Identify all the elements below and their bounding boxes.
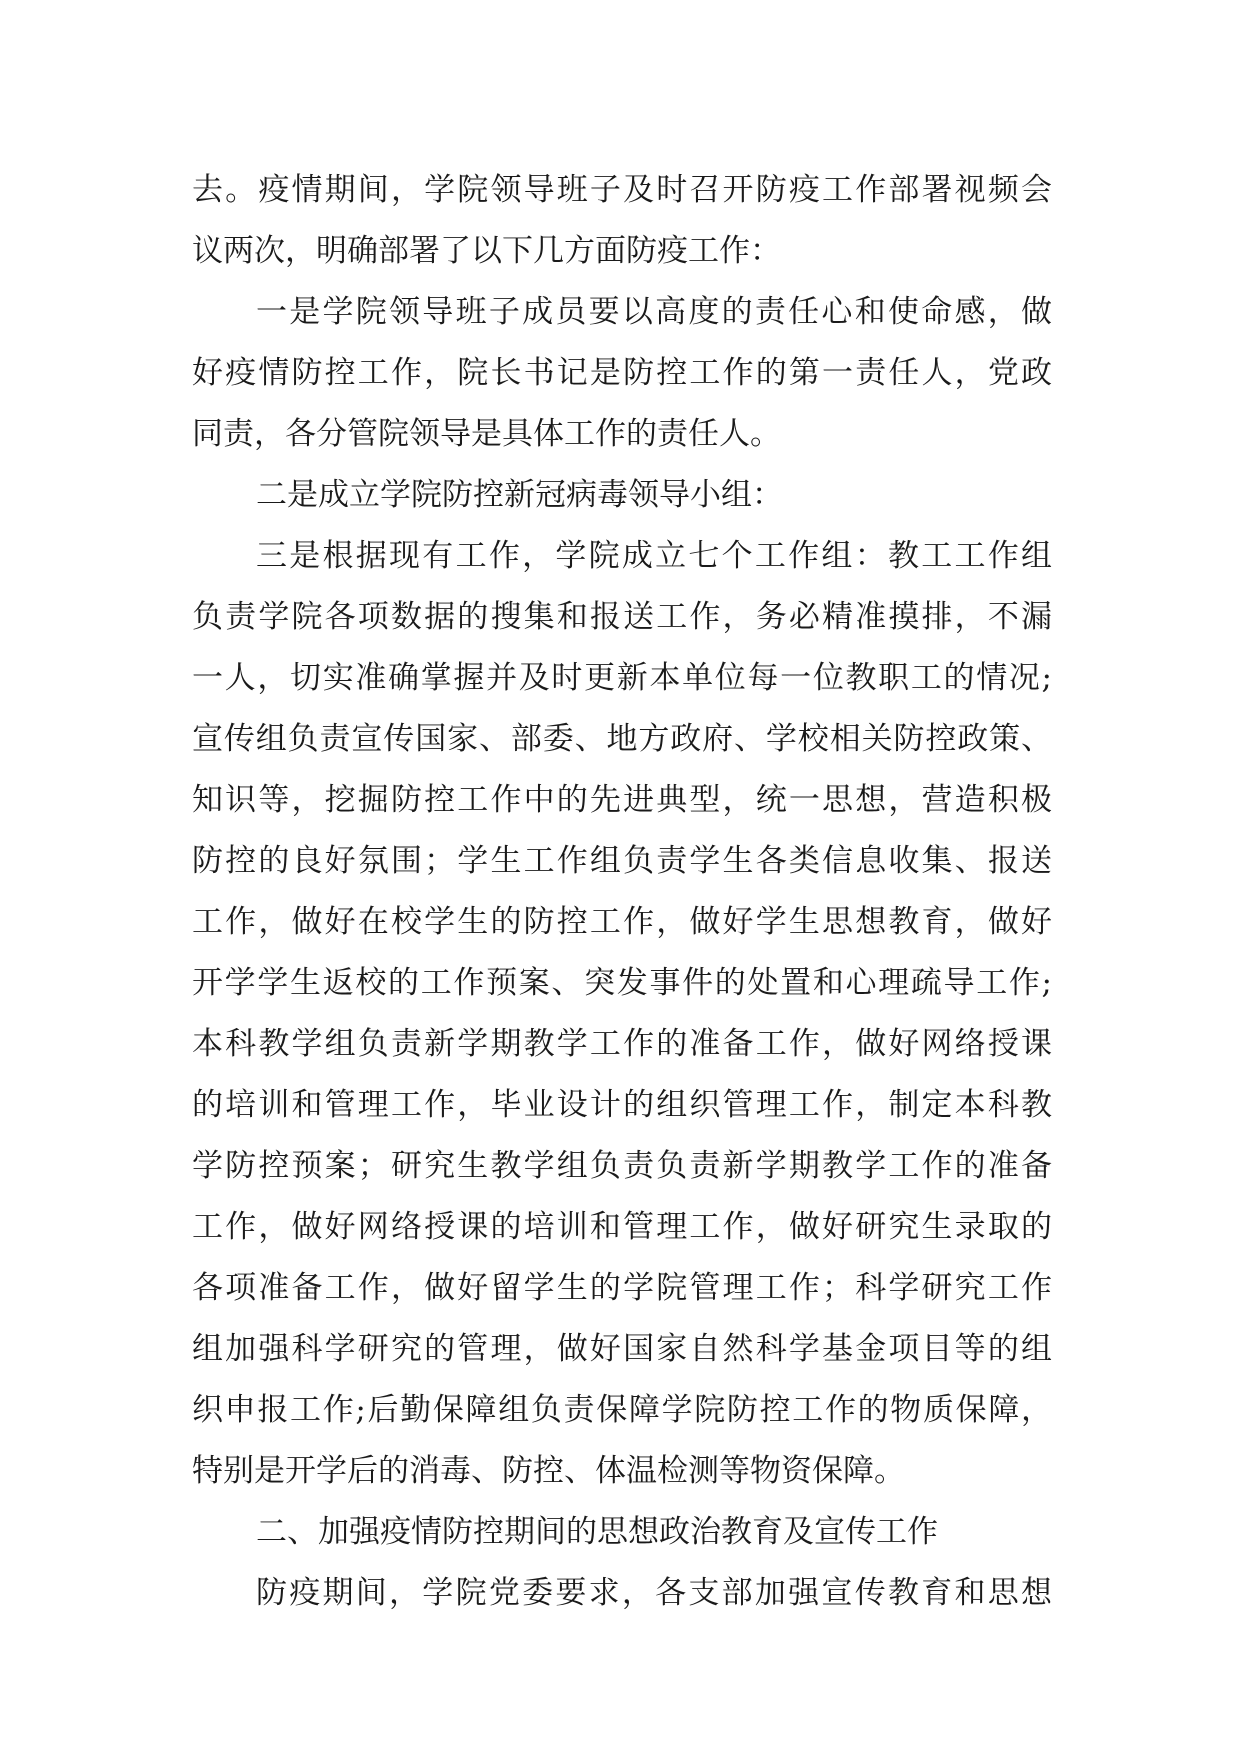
text-line: 防疫期间，学院党委要求，各支部加强宣传教育和思想 bbox=[256, 1575, 1052, 1611]
text-line: 负责学院各项数据的搜集和报送工作，务必精准摸排，不漏 bbox=[192, 599, 1052, 635]
text-line: 开学学生返校的工作预案、突发事件的处置和心理疏导工作; bbox=[192, 965, 1052, 1001]
text-line: 一人，切实准确掌握并及时更新本单位每一位教职工的情况; bbox=[192, 660, 1052, 696]
text-line: 防控的良好氛围；学生工作组负责学生各类信息收集、报送 bbox=[192, 843, 1052, 879]
body-text bbox=[192, 160, 1052, 1624]
text-line: 组加强科学研究的管理，做好国家自然科学基金项目等的组 bbox=[192, 1331, 1052, 1367]
text-line: 议两次，明确部署了以下几方面防疫工作： bbox=[192, 233, 781, 269]
text-line: 二、加强疫情防控期间的思想政治教育及宣传工作 bbox=[256, 1514, 938, 1550]
text-line: 去。疫情期间，学院领导班子及时召开防疫工作部署视频会 bbox=[192, 172, 1052, 208]
text-line: 三是根据现有工作，学院成立七个工作组：教工工作组 bbox=[256, 538, 1052, 574]
text-line: 织申报工作;后勤保障组负责保障学院防控工作的物质保障， bbox=[192, 1392, 1052, 1428]
text-line: 学防控预案；研究生教学组负责负责新学期教学工作的准备 bbox=[192, 1148, 1052, 1184]
text-line: 工作，做好在校学生的防控工作，做好学生思想教育，做好 bbox=[192, 904, 1052, 940]
text-line: 一是学院领导班子成员要以高度的责任心和使命感，做 bbox=[256, 294, 1052, 330]
text-line: 宣传组负责宣传国家、部委、地方政府、学校相关防控政策、 bbox=[192, 721, 1052, 757]
text-line: 各项准备工作，做好留学生的学院管理工作；科学研究工作 bbox=[192, 1270, 1052, 1306]
text-line: 好疫情防控工作，院长书记是防控工作的第一责任人，党政 bbox=[192, 355, 1052, 391]
text-line: 同责，各分管院领导是具体工作的责任人。 bbox=[192, 416, 781, 452]
text-line: 知识等，挖掘防控工作中的先进典型，统一思想，营造积极 bbox=[192, 782, 1052, 818]
text-line: 特别是开学后的消毒、防控、体温检测等物资保障。 bbox=[192, 1453, 905, 1489]
text-line: 本科教学组负责新学期教学工作的准备工作，做好网络授课 bbox=[192, 1026, 1052, 1062]
text-line: 二是成立学院防控新冠病毒领导小组： bbox=[256, 477, 783, 513]
text-line: 工作，做好网络授课的培训和管理工作，做好研究生录取的 bbox=[192, 1209, 1052, 1245]
text-line: 的培训和管理工作，毕业设计的组织管理工作，制定本科教 bbox=[192, 1087, 1052, 1123]
